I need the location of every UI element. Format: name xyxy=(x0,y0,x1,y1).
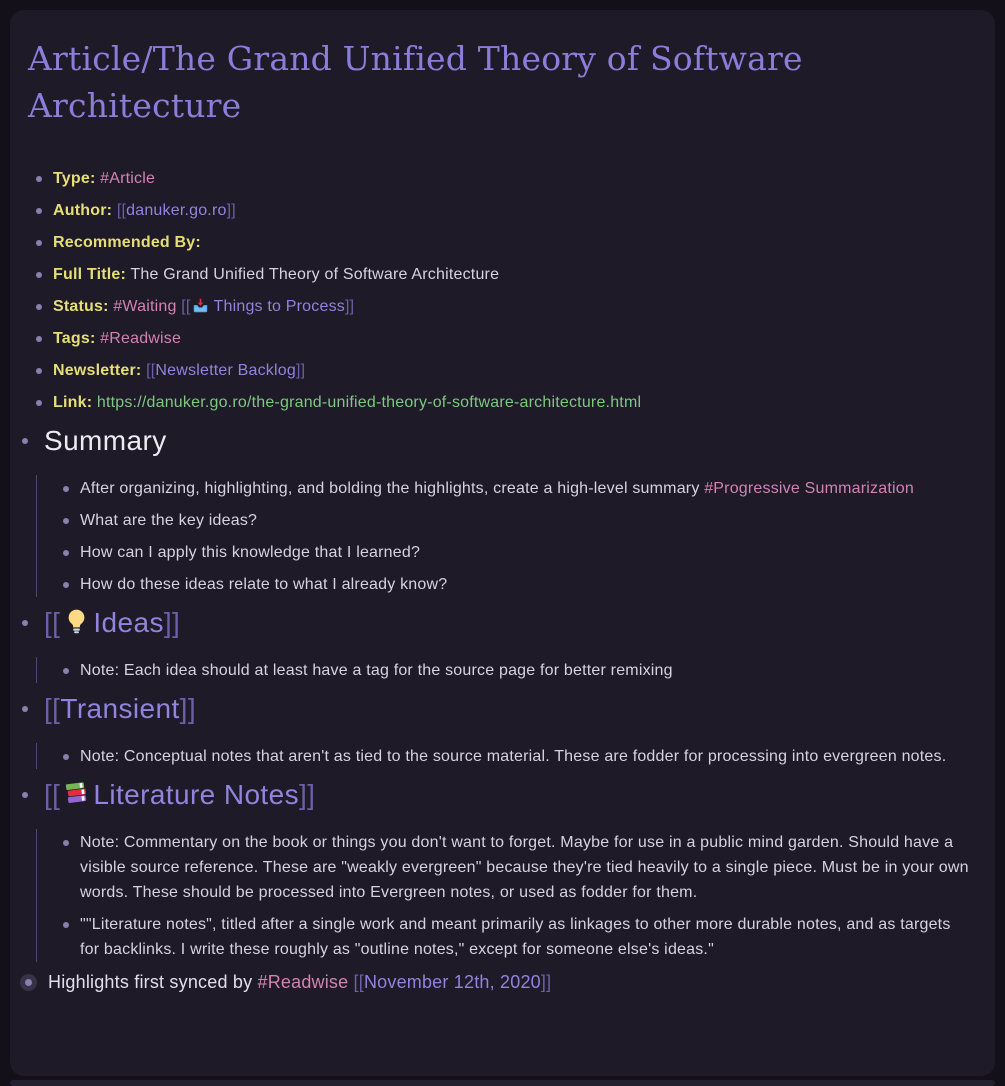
page-reference-link[interactable] xyxy=(44,693,196,724)
field-label: Recommended By: xyxy=(53,233,201,251)
page-reference-link[interactable] xyxy=(117,202,236,219)
text-span: Highlights first synced by xyxy=(48,971,253,992)
field-label: Full Title: xyxy=(53,265,127,283)
close-brackets: ]] xyxy=(295,361,306,379)
close-brackets: ]] xyxy=(540,971,552,992)
page-reference-link[interactable] xyxy=(44,779,315,810)
open-brackets: [[ xyxy=(44,606,61,638)
page-reference-text: Ideas xyxy=(93,606,164,638)
block-content[interactable] xyxy=(53,358,305,383)
section-heading[interactable] xyxy=(44,690,196,728)
text-span: How do these ideas relate to what I already know? xyxy=(80,575,448,593)
bullet[interactable] xyxy=(22,438,28,444)
metadata-item xyxy=(36,358,971,383)
page-reference-text: danuker.go.ro xyxy=(126,201,227,219)
outline-item xyxy=(63,476,971,501)
block-content[interactable] xyxy=(80,572,447,597)
section-heading[interactable] xyxy=(44,422,167,460)
bullet[interactable] xyxy=(22,792,28,798)
block-content[interactable] xyxy=(80,540,420,565)
block-content[interactable] xyxy=(80,830,971,905)
section-heading-row xyxy=(22,604,971,642)
page-reference-text: Transient xyxy=(60,692,180,724)
bullet[interactable] xyxy=(36,272,42,278)
close-brackets: ]] xyxy=(226,201,236,219)
close-brackets: ]] xyxy=(163,606,181,638)
hashtag-link[interactable]: #Progressive Summarization xyxy=(704,479,914,497)
bullet[interactable] xyxy=(36,208,42,214)
text-span: The Grand Unified Theory of Software Architecture xyxy=(130,265,500,283)
children-group xyxy=(36,743,971,769)
section-heading[interactable] xyxy=(44,604,180,642)
block-content[interactable] xyxy=(80,658,673,683)
section-heading-row xyxy=(22,776,971,814)
page-title[interactable]: Article/The Grand Unified Theory of Software Architecture xyxy=(28,39,803,125)
field-label: Status: xyxy=(53,297,109,315)
bullet[interactable] xyxy=(22,620,28,626)
field-label: Author: xyxy=(53,201,113,219)
metadata-item xyxy=(36,262,971,287)
metadata-item xyxy=(36,198,971,223)
text-span: After organizing, highlighting, and bolding the highlights, create a high-level summary xyxy=(80,479,700,497)
outline-section xyxy=(10,690,971,769)
metadata-item xyxy=(36,230,971,255)
bullet[interactable] xyxy=(63,550,69,556)
bullet[interactable] xyxy=(36,176,42,182)
text-span: Note: Conceptual notes that aren't as tied to the source material. These are fodder for processing into evergreen notes. xyxy=(80,747,947,765)
text-span: ""Literature notes", titled after a single work and meant primarily as linkages to other more durable notes, and as targets for backlinks. I write these roughly as "outline notes," except for someone else's ideas." xyxy=(80,915,951,958)
section-heading[interactable] xyxy=(44,776,315,814)
bullet[interactable] xyxy=(36,368,42,374)
section-heading-row xyxy=(22,690,971,728)
section-heading-row xyxy=(22,422,971,460)
hashtag-link[interactable]: #Article xyxy=(100,169,156,187)
page-container xyxy=(10,10,995,1076)
open-brackets: [[ xyxy=(181,297,191,315)
hashtag-link[interactable]: #Readwise xyxy=(257,971,349,992)
outline-item xyxy=(63,572,971,597)
block-content[interactable] xyxy=(53,326,181,351)
outline-item xyxy=(63,912,971,962)
close-brackets: ]] xyxy=(179,692,196,724)
children-group xyxy=(36,657,971,683)
block-content[interactable] xyxy=(48,969,551,996)
block-content[interactable] xyxy=(53,262,499,287)
bullet[interactable] xyxy=(63,582,69,588)
bullet[interactable] xyxy=(36,304,42,310)
bullet[interactable] xyxy=(63,754,69,760)
metadata-list xyxy=(36,166,971,415)
bullet-core xyxy=(25,979,32,986)
text-span: Note: Commentary on the book or things you don't want to forget. Maybe for use in a public mind garden. Should have a visible source reference. These are "weakly evergreen" because they're tied heavily to a single piece. Must be in your own words. These should be processed into Evergreen notes, or used as fodder for them. xyxy=(80,833,969,901)
outline-item xyxy=(63,658,971,683)
outline-section xyxy=(10,776,971,962)
bullet[interactable] xyxy=(63,840,69,846)
block-content[interactable] xyxy=(53,198,236,223)
field-label: Newsletter: xyxy=(53,361,142,379)
outline-section xyxy=(10,422,971,597)
page-reference-link[interactable] xyxy=(181,298,354,315)
text-span: How can I apply this knowledge that I learned? xyxy=(80,543,421,561)
open-brackets: [[ xyxy=(44,778,61,810)
page-reference-link[interactable] xyxy=(354,972,552,992)
outline-section xyxy=(10,604,971,683)
page-reference-text: Literature Notes xyxy=(93,778,299,810)
outline-item xyxy=(63,744,971,769)
children-group xyxy=(36,829,971,962)
bullet[interactable] xyxy=(63,668,69,674)
outline-item xyxy=(63,508,971,533)
collapsed-bullet[interactable] xyxy=(20,974,37,991)
field-label: Type: xyxy=(53,169,96,187)
bullet[interactable] xyxy=(36,240,42,246)
page-reference-link[interactable] xyxy=(44,607,180,638)
bullet[interactable] xyxy=(36,336,42,342)
page-reference-text: Things to Process xyxy=(213,297,345,315)
footer-block xyxy=(20,969,971,996)
open-brackets: [[ xyxy=(116,201,127,219)
lightbulb-icon xyxy=(63,608,90,635)
outline-sections xyxy=(10,422,971,962)
hashtag-link[interactable]: #Waiting xyxy=(113,297,177,315)
children-group xyxy=(36,475,971,597)
block-content[interactable] xyxy=(53,230,201,255)
books-icon xyxy=(63,780,90,807)
text-span: Summary xyxy=(44,424,167,456)
open-brackets: [[ xyxy=(353,971,364,992)
bullet[interactable] xyxy=(63,922,69,928)
bullet[interactable] xyxy=(36,400,42,406)
block-content[interactable] xyxy=(80,476,914,501)
text-span: Note: Each idea should at least have a tag for the source page for better remixing xyxy=(80,661,673,679)
page-reference-text: November 12th, 2020 xyxy=(363,971,541,992)
block-content[interactable] xyxy=(80,744,946,769)
open-brackets: [[ xyxy=(44,692,61,724)
block-content[interactable] xyxy=(80,912,971,962)
text-span: What are the key ideas? xyxy=(80,511,258,529)
field-label: Link: xyxy=(53,393,93,411)
hashtag-link[interactable]: #Readwise xyxy=(100,329,182,347)
close-brackets: ]] xyxy=(344,297,355,315)
block-content[interactable] xyxy=(53,294,354,319)
open-brackets: [[ xyxy=(146,361,156,379)
metadata-item xyxy=(36,390,971,415)
block-content[interactable] xyxy=(80,508,257,533)
window-bottom-edge xyxy=(10,1080,995,1086)
block-content[interactable] xyxy=(53,390,641,415)
field-label: Tags: xyxy=(53,329,96,347)
metadata-item xyxy=(36,294,971,319)
block-content[interactable] xyxy=(53,166,155,191)
bullet[interactable] xyxy=(22,706,28,712)
page-reference-link[interactable] xyxy=(146,362,305,379)
metadata-item xyxy=(36,326,971,351)
close-brackets: ]] xyxy=(298,778,316,810)
bullet[interactable] xyxy=(63,518,69,524)
inbox-icon xyxy=(192,297,209,314)
bullet[interactable] xyxy=(63,486,69,492)
page-reference-text: Newsletter Backlog xyxy=(155,361,296,379)
outline-item xyxy=(63,540,971,565)
outline-item xyxy=(63,830,971,905)
metadata-item xyxy=(36,166,971,191)
external-url-link[interactable]: https://danuker.go.ro/the-grand-unified-theory-of-software-architecture.html xyxy=(96,393,642,411)
